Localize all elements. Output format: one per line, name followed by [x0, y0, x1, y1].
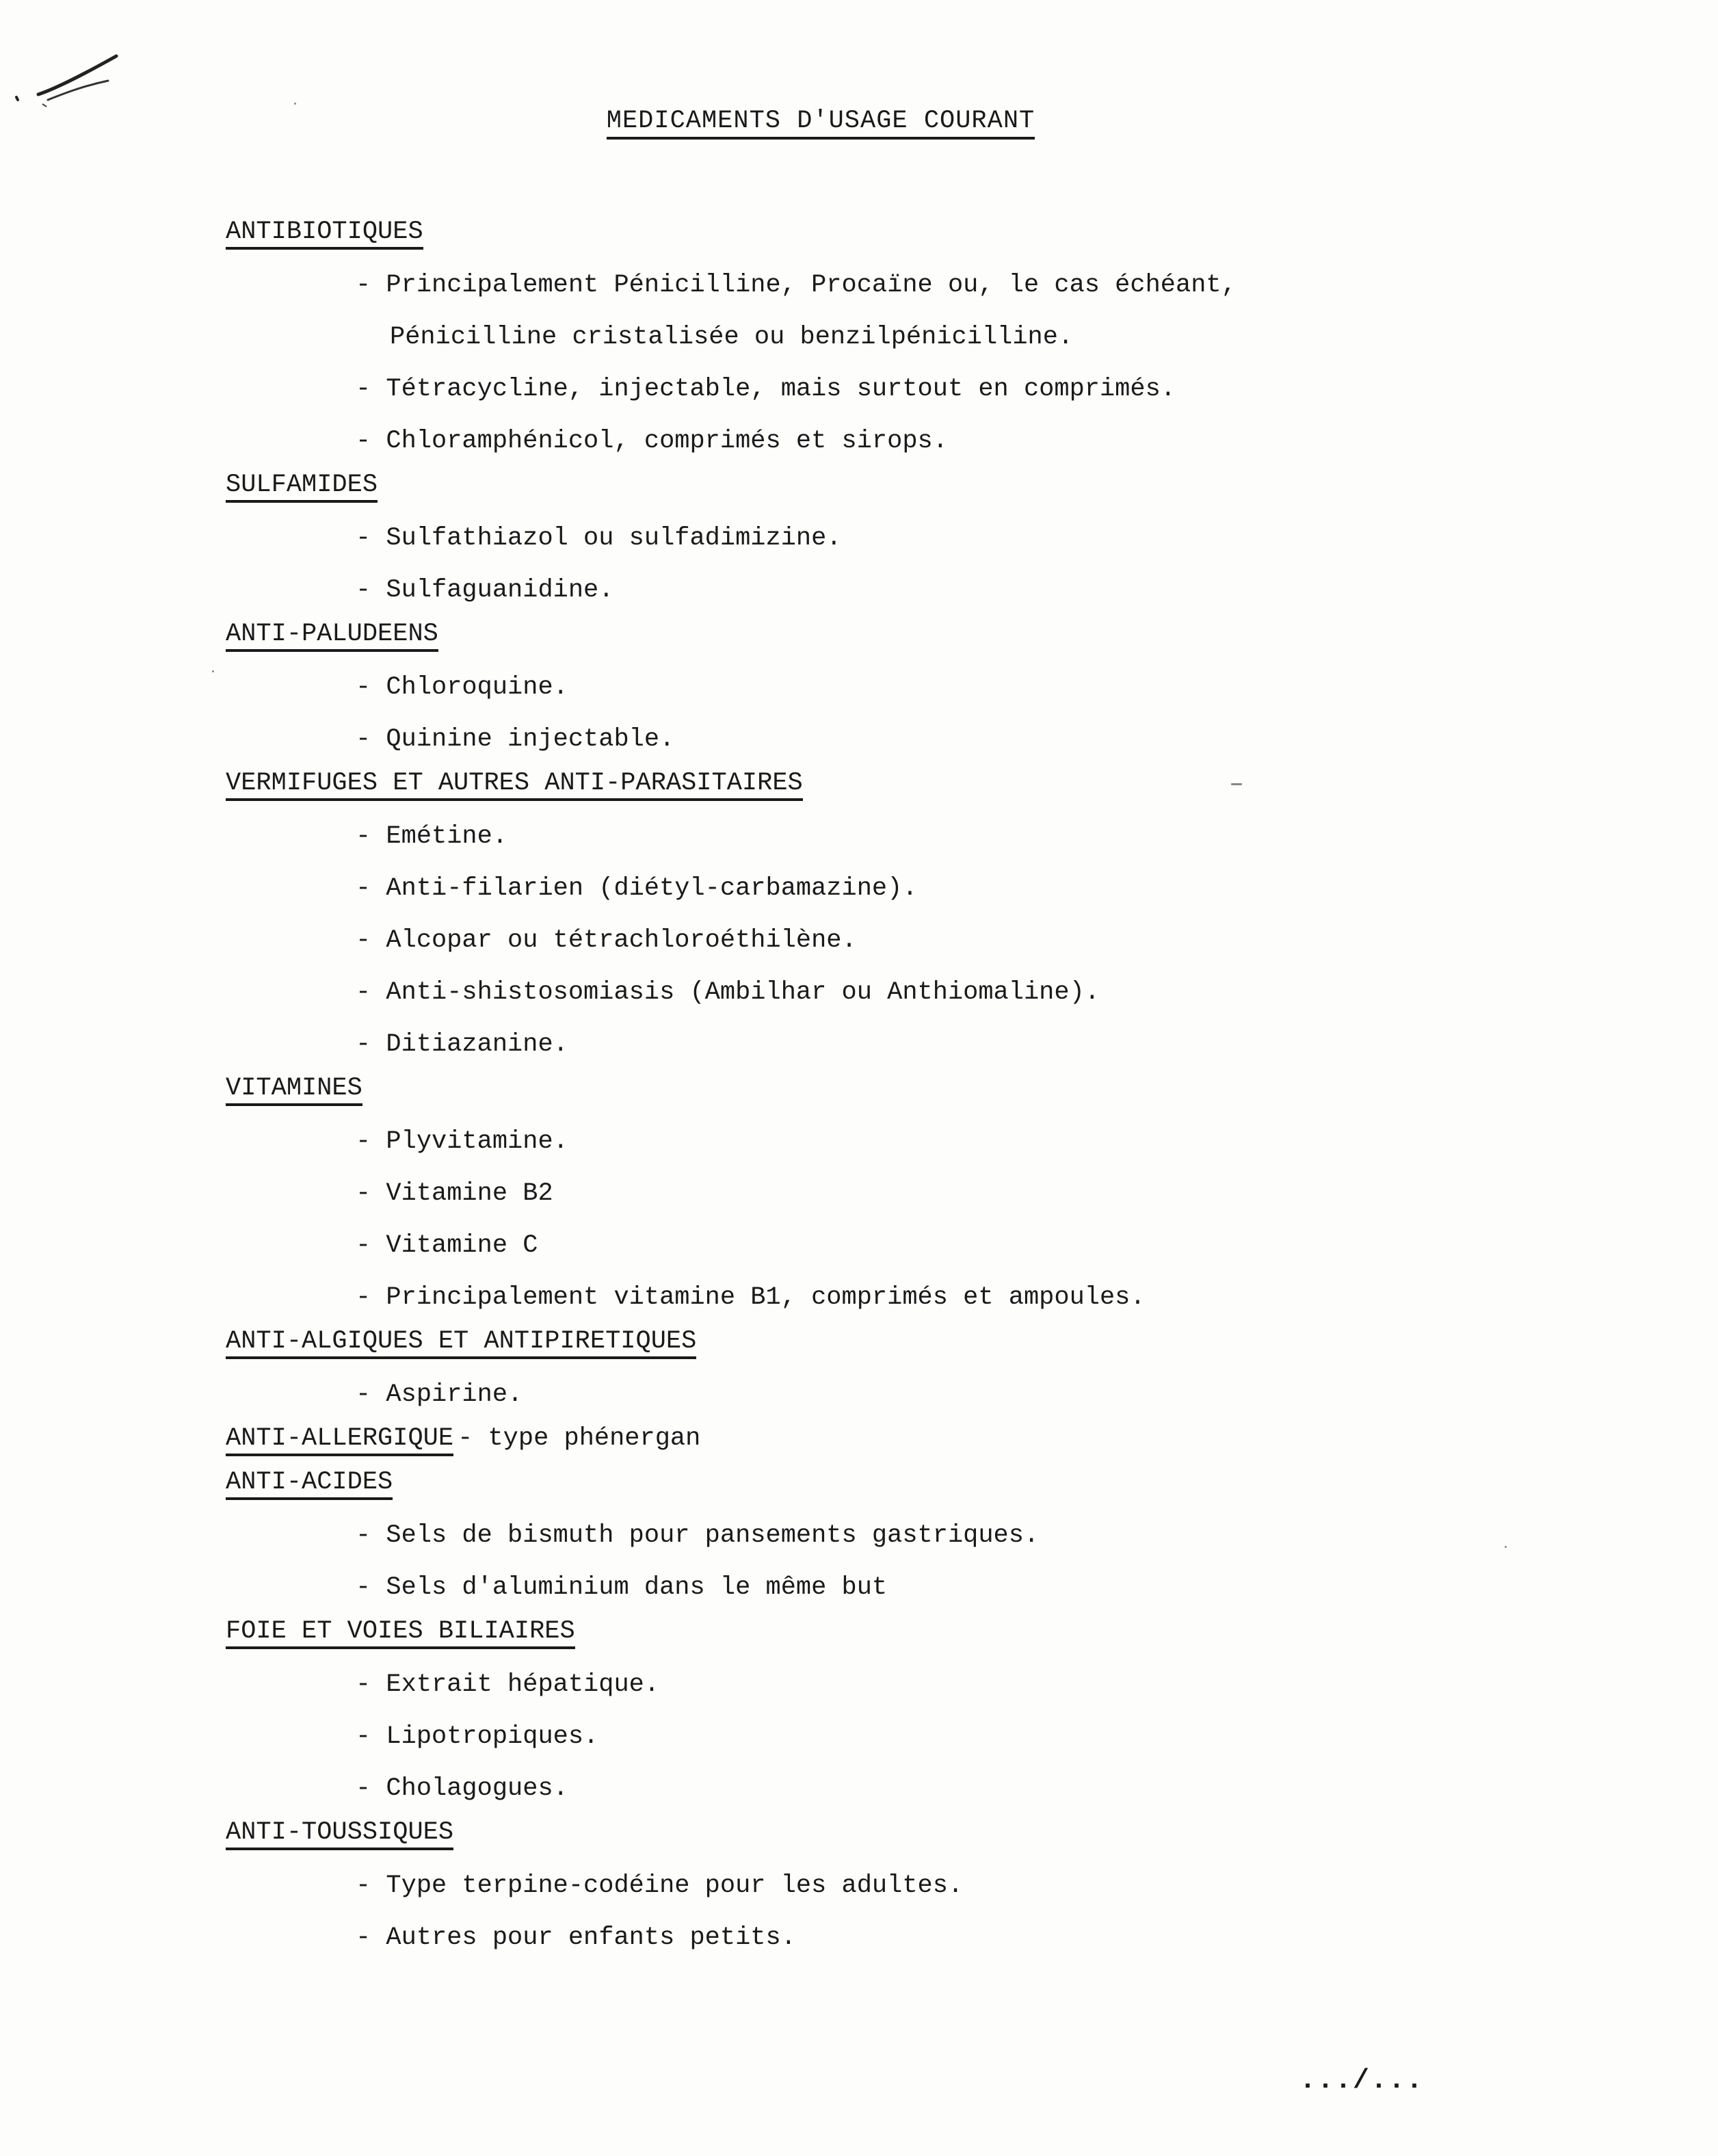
section-heading-text: ANTI-PALUDEENS [226, 620, 438, 652]
list-item: - Sulfaguanidine. [356, 576, 614, 605]
list-item: - Chloramphénicol, comprimés et sirops. [356, 427, 948, 456]
continuation-mark: .../... [1299, 2066, 1425, 2096]
medication-list [226, 205, 1525, 1955]
list-item: - Sels d'aluminium dans le même but [356, 1573, 888, 1602]
section-heading [226, 1421, 1525, 1456]
section-heading-text: ANTIBIOTIQUES [226, 218, 423, 250]
section-heading-text: ANTI-ALGIQUES ET ANTIPIRETIQUES [226, 1327, 696, 1359]
scan-speck [212, 670, 214, 672]
section-heading [226, 215, 1525, 249]
list-item: - Plyvitamine. [356, 1127, 568, 1156]
section-heading [226, 468, 1525, 502]
scan-speck [294, 103, 296, 105]
list-item: - Alcopar ou tétrachloroéthilène. [356, 926, 857, 955]
list-item: - Sels de bismuth pour pansements gastriques. [356, 1521, 1040, 1550]
page-title: MEDICAMENTS D'USAGE COURANT [0, 107, 1641, 135]
list-item: - Anti-filarien (diétyl-carbamazine). [356, 874, 918, 903]
section-heading-text: ANTI-ALLERGIQUE [226, 1424, 453, 1456]
list-item: - Cholagogues. [356, 1774, 568, 1803]
list-item: - Extrait hépatique. [356, 1670, 660, 1699]
section-heading-text: ANTI-TOUSSIQUES [226, 1818, 453, 1850]
section-heading-note: - type phénergan [458, 1424, 701, 1453]
section-heading [226, 1614, 1525, 1648]
list-item: - Anti-shistosomiasis (Ambilhar ou Anthiomaline). [356, 978, 1100, 1007]
list-item: - Tétracycline, injectable, mais surtout en comprimés. [356, 375, 1176, 404]
list-item: - Chloroquine. [356, 673, 568, 702]
section-heading-text: ANTI-ACIDES [226, 1468, 393, 1500]
list-item: - Principalement Pénicilline, Procaïne ou, le cas échéant, [356, 271, 1237, 300]
list-item: - Quinine injectable. [356, 725, 675, 754]
list-item: - Emétine. [356, 822, 508, 851]
section-heading-text: FOIE ET VOIES BILIAIRES [226, 1617, 575, 1649]
list-item: - Vitamine C [356, 1231, 538, 1260]
section-heading [226, 766, 1525, 800]
list-item: - Autres pour enfants petits. [356, 1923, 796, 1952]
list-item: - Principalement vitamine B1, comprimés et ampoules. [356, 1283, 1146, 1312]
section-heading-text: VITAMINES [226, 1074, 362, 1106]
list-item: - Aspirine. [356, 1380, 523, 1409]
section-heading [226, 1465, 1525, 1499]
section-heading-text: SULFAMIDES [226, 471, 378, 503]
list-item: - Vitamine B2 [356, 1179, 553, 1208]
list-item: Pénicilline cristalisée ou benzilpénicilline. [390, 323, 1074, 352]
list-item: - Lipotropiques. [356, 1722, 599, 1751]
section-heading [226, 1324, 1525, 1358]
section-heading [226, 1071, 1525, 1105]
list-item: - Ditiazanine. [356, 1030, 568, 1059]
section-heading-text: VERMIFUGES ET AUTRES ANTI-PARASITAIRES [226, 769, 803, 801]
list-item: - Sulfathiazol ou sulfadimizine. [356, 524, 842, 553]
pen-scribble-mark [7, 41, 123, 116]
list-item: - Type terpine-codéine pour les adultes. [356, 1871, 964, 1900]
section-heading [226, 1815, 1525, 1850]
section-heading [226, 617, 1525, 651]
